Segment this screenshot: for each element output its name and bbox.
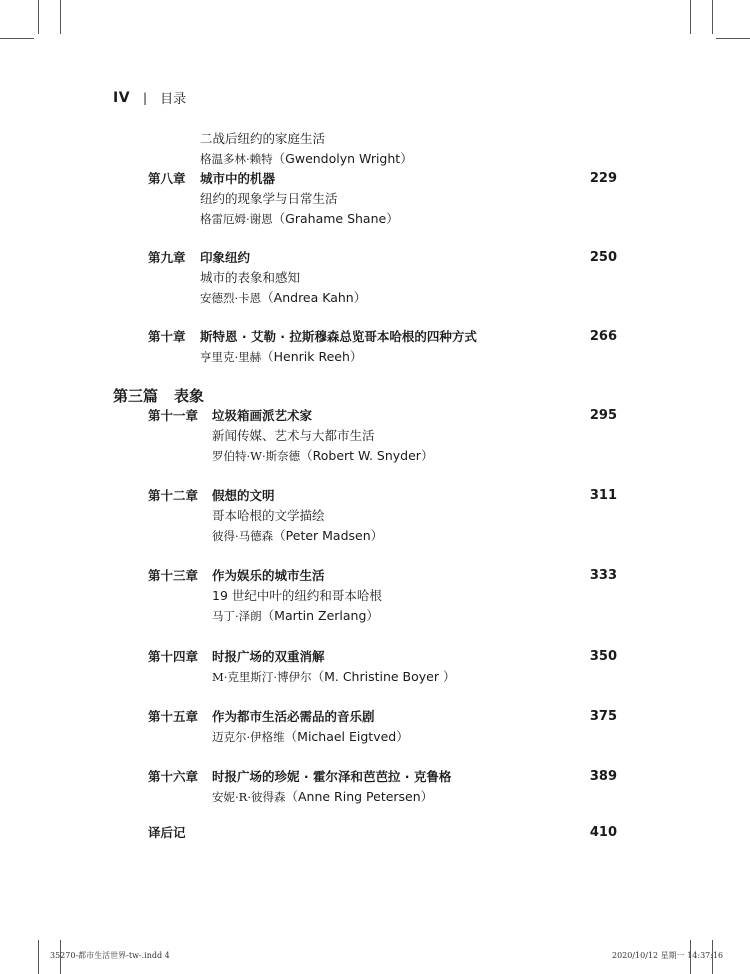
- toc-page-number: 295: [589, 408, 617, 423]
- toc-chapter-title: 作为娱乐的城市生活: [212, 568, 325, 583]
- toc-author: 亨里克·里赫（Henrik Reeh）: [200, 349, 363, 364]
- toc-chapter-title: 斯特恩 · 艾勒 · 拉斯穆森总览哥本哈根的四种方式: [200, 329, 477, 344]
- print-slug-file: 35270-都市生活世界-tw-.indd 4: [50, 951, 170, 960]
- toc-subtitle: 纽约的现象学与日常生活: [200, 191, 338, 206]
- toc-chapter-label: 第十六章: [148, 769, 199, 784]
- toc-page-number: 350: [589, 649, 617, 664]
- page-number: IV: [113, 89, 131, 106]
- toc-author: 迈克尔·伊格维（Michael Eigtved）: [212, 729, 409, 744]
- toc-chapter-title: 时报广场的双重消解: [212, 649, 325, 664]
- toc-author: 马丁·泽朗（Martin Zerlang）: [212, 608, 379, 623]
- toc-page-number: 311: [589, 488, 617, 503]
- toc-subtitle: 城市的表象和感知: [200, 270, 301, 285]
- crop-mark: [0, 38, 34, 39]
- toc-author: 安妮·R·彼得森（Anne Ring Petersen）: [212, 789, 434, 804]
- toc-afterword-title: 译后记: [148, 825, 186, 840]
- toc-author: 罗伯特·W·斯奈德（Robert W. Snyder）: [212, 448, 434, 463]
- toc-subtitle: 新闻传媒、艺术与大都市生活: [212, 428, 375, 443]
- toc-chapter-title: 城市中的机器: [200, 171, 276, 186]
- toc-author: M·克里斯汀·博伊尔（M. Christine Boyer ）: [212, 669, 456, 684]
- toc-page-number: 410: [589, 825, 617, 840]
- toc-author: 格雷厄姆·谢恩（Grahame Shane）: [200, 211, 399, 226]
- toc-chapter-title: 作为都市生活必需品的音乐剧: [212, 709, 375, 724]
- toc-chapter-label: 第十三章: [148, 568, 199, 583]
- toc-chapter-title: 垃圾箱画派艺术家: [212, 408, 313, 423]
- toc-page-number: 250: [589, 250, 617, 265]
- toc-subtitle: 二战后纽约的家庭生活: [200, 131, 326, 146]
- header-separator: |: [143, 90, 148, 105]
- toc-chapter-title: 印象纽约: [200, 250, 251, 265]
- part-title: 表象: [174, 387, 205, 405]
- crop-mark: [38, 0, 39, 34]
- print-slug-timestamp: 2020/10/12 星期一 14:37:16: [612, 951, 724, 960]
- toc-chapter-label: 第九章: [148, 250, 186, 265]
- toc-chapter-label: 第十五章: [148, 709, 199, 724]
- toc-page-number: 389: [589, 769, 617, 784]
- toc-page-number: 266: [589, 329, 617, 344]
- toc-page-number: 375: [589, 709, 617, 724]
- header-section: 目录: [160, 92, 187, 107]
- toc-author: 安德烈·卡恩（Andrea Kahn）: [200, 290, 367, 305]
- toc-subtitle: 哥本哈根的文学描绘: [212, 508, 325, 523]
- crop-mark: [38, 940, 39, 974]
- toc-chapter-label: 第十章: [148, 329, 186, 344]
- crop-mark: [716, 38, 750, 39]
- toc-page-number: 229: [589, 171, 617, 186]
- toc-chapter-title: 假想的文明: [212, 488, 275, 503]
- toc-chapter-label: 第八章: [148, 171, 186, 186]
- crop-mark: [712, 0, 713, 34]
- toc-subtitle: 19 世纪中叶的纽约和哥本哈根: [212, 588, 382, 603]
- toc-page-number: 333: [589, 568, 617, 583]
- part-label: 第三篇: [113, 387, 159, 405]
- toc-chapter-title: 时报广场的珍妮 · 霍尔泽和芭芭拉 · 克鲁格: [212, 769, 452, 784]
- crop-mark: [60, 0, 61, 34]
- toc-chapter-label: 第十四章: [148, 649, 199, 664]
- toc-author: 格温多林·赖特（Gwendolyn Wright）: [200, 151, 413, 166]
- crop-mark: [690, 0, 691, 34]
- toc-chapter-label: 第十二章: [148, 488, 199, 503]
- toc-chapter-label: 第十一章: [148, 408, 199, 423]
- running-header: [113, 88, 186, 107]
- toc-part-heading: [113, 385, 204, 406]
- toc-author: 彼得·马德森（Peter Madsen）: [212, 528, 384, 543]
